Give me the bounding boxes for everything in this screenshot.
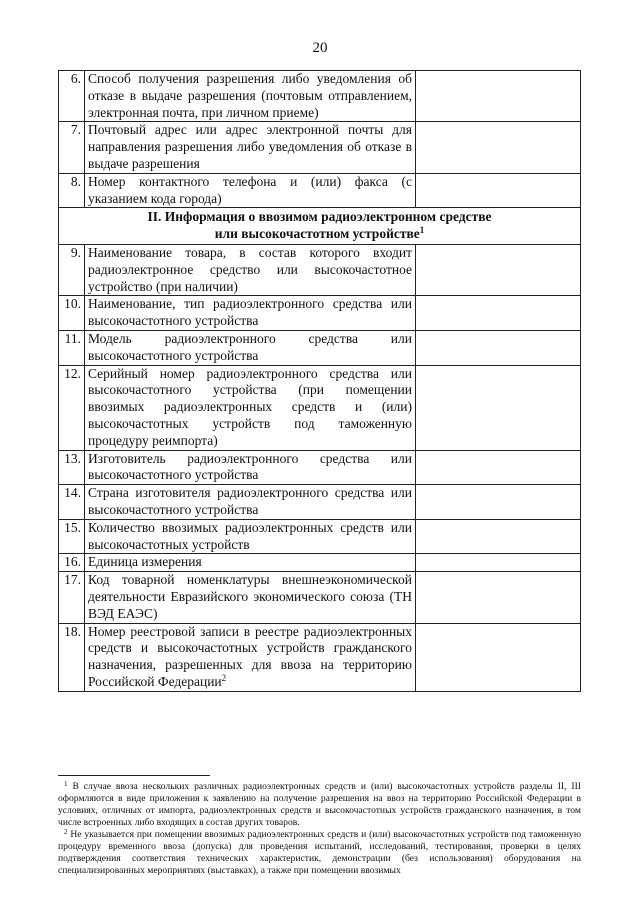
footnote — [58, 829, 581, 877]
footnote-ref: 1 — [419, 225, 425, 236]
section-title — [59, 208, 581, 245]
row-description — [85, 330, 416, 365]
row-value-field[interactable] — [416, 296, 581, 331]
row-description-text: Код товарной номенклатуры внешнеэкономической деятельности Евразийского экономического союза (ТН ВЭД ЕАЭС) — [88, 572, 412, 621]
row-number: 16. — [59, 554, 85, 572]
row-description-text: Модель радиоэлектронного средства или высокочастотного устройства — [88, 330, 412, 363]
footnotes — [58, 781, 581, 877]
row-description-text: Страна изготовителя радиоэлектронного средства или высокочастотного устройства — [88, 485, 412, 517]
row-description — [85, 554, 416, 572]
row-description-text: Наименование товара, в состав которого входит радиоэлектронное средство или высокочастотное устройство (при наличии) — [88, 244, 412, 294]
section-title-line1: II. Информация о ввозимом радиоэлектронном средстве — [147, 209, 492, 225]
row-number: 15. — [59, 519, 85, 554]
footnote-text: Не указывается при помещении ввозимых радиоэлектронных средств и (или) высокочастотных устройств под таможенную процедуру временного ввоза (допуска) для проведения испытаний, исследований, тестирования, проверки в целях подтверждения соответствия технических характеристик, демонстрации (без использования) оборудования на специализированных мероприятиях (выставках), а также при помещении ввозимых — [58, 829, 581, 876]
table-row — [59, 519, 581, 554]
table-row — [59, 71, 581, 122]
row-value-field[interactable] — [416, 450, 581, 485]
row-description — [85, 450, 416, 485]
table-row — [59, 554, 581, 572]
row-value-field[interactable] — [416, 572, 581, 623]
footnote-ref: 2 — [221, 672, 227, 683]
row-description — [85, 623, 416, 691]
table-row — [59, 173, 581, 208]
row-description-text: Наименование, тип радиоэлектронного средства или высокочастотного устройства — [88, 296, 412, 329]
row-number: 14. — [59, 485, 85, 520]
section-header-row — [59, 208, 581, 245]
footnote-text: В случае ввоза нескольких различных радиоэлектронных средств и (или) высокочастотных устройств разделы II, III оформляются в виде приложения к заявлению на получение разрешения на ввоз на территорию Российской Федерации в условиях, отличных от импорта, радиоэлектронных средств и высокочастотных устройств гражданского назначения, в том числе встроенных либо входящих в состав других товаров. — [58, 781, 582, 828]
row-number: 6. — [59, 71, 85, 122]
row-value-field[interactable] — [416, 554, 581, 572]
row-value-field[interactable] — [416, 330, 581, 365]
row-number: 18. — [59, 623, 85, 691]
row-value-field[interactable] — [416, 71, 581, 122]
row-description — [85, 122, 416, 173]
row-description — [85, 485, 416, 520]
table-row — [59, 623, 581, 691]
row-description — [85, 173, 416, 208]
table-row — [59, 244, 581, 295]
row-description-text: Номер реестровой записи в реестре радиоэлектронных средств и высокочастотных устройств гражданского назначения, разрешенных для ввоза на территорию Российской Федерации — [88, 623, 412, 689]
table-row — [59, 365, 581, 450]
row-number: 17. — [59, 572, 85, 623]
footnote-separator — [58, 775, 210, 776]
table-row — [59, 122, 581, 173]
footnote-marker: 1 — [64, 780, 68, 788]
row-number: 13. — [59, 450, 85, 485]
row-number: 10. — [59, 296, 85, 331]
footnote-marker: 2 — [64, 828, 68, 836]
row-description-text: Почтовый адрес или адрес электронной почты для направления разрешения либо уведомления об отказе в выдаче разрешения — [88, 122, 412, 171]
row-value-field[interactable] — [416, 173, 581, 208]
row-description — [85, 244, 416, 295]
row-value-field[interactable] — [416, 485, 581, 520]
table-row — [59, 485, 581, 520]
row-value-field[interactable] — [416, 244, 581, 295]
row-description-text: Изготовитель радиоэлектронного средства или высокочастотного устройства — [88, 450, 412, 483]
row-value-field[interactable] — [416, 365, 581, 450]
section-title-line2: или высокочастотном устройстве — [214, 226, 420, 242]
row-number: 12. — [59, 365, 85, 450]
table-row — [59, 296, 581, 331]
row-number: 9. — [59, 244, 85, 295]
row-description-text: Количество ввозимых радиоэлектронных средств или высокочастотных устройств — [88, 519, 412, 552]
row-description — [85, 365, 416, 450]
row-description — [85, 519, 416, 554]
table-row — [59, 450, 581, 485]
footnote — [58, 781, 581, 829]
row-number: 8. — [59, 173, 85, 208]
table-row — [59, 572, 581, 623]
application-form-table — [58, 70, 581, 692]
row-description — [85, 296, 416, 331]
row-value-field[interactable] — [416, 623, 581, 691]
row-description-text: Номер контактного телефона и (или) факса (с указанием кода города) — [88, 173, 412, 206]
row-description — [85, 71, 416, 122]
table-row — [59, 330, 581, 365]
row-number: 7. — [59, 122, 85, 173]
row-description-text: Единица измерения — [88, 554, 202, 570]
row-description — [85, 572, 416, 623]
row-value-field[interactable] — [416, 122, 581, 173]
row-number: 11. — [59, 330, 85, 365]
row-description-text: Способ получения разрешения либо уведомления об отказе в выдаче разрешения (почтовым отправлением, электронная почта, при личном приеме) — [88, 71, 412, 120]
page-number: 20 — [312, 40, 328, 56]
row-value-field[interactable] — [416, 519, 581, 554]
row-description-text: Серийный номер радиоэлектронного средства или высокочастотного устройства (при помещении ввозимых радиоэлектронных средств и (или) высокочастотных устройств под таможенную процедуру реимпорта) — [88, 365, 412, 448]
